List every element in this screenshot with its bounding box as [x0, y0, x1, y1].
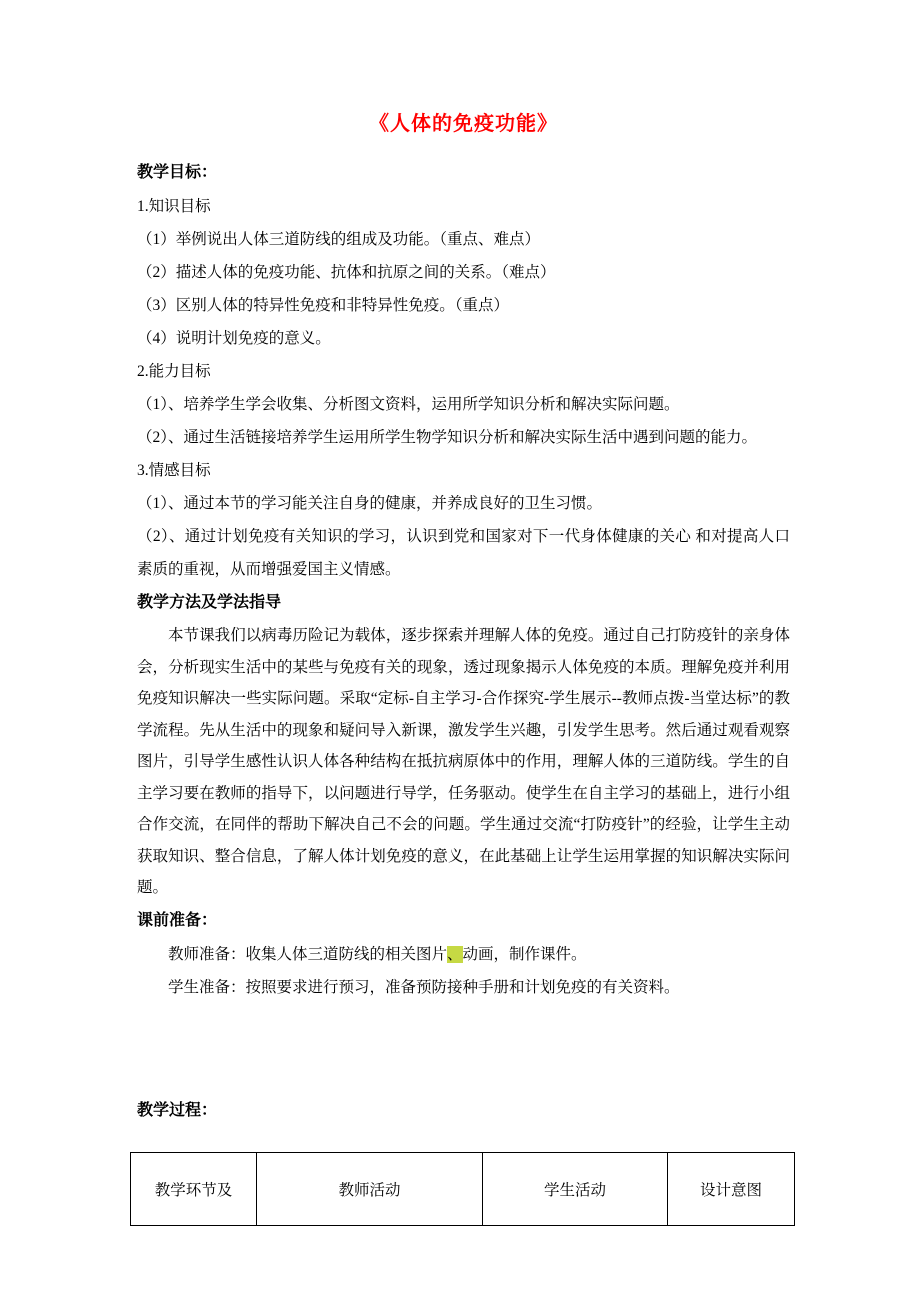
goal-line-emotion: 3.情感目标 [137, 462, 211, 479]
methods-paragraph: 本节课我们以病毒历险记为载体，逐步探索并理解人体的免疫。通过自己打防疫针的亲身体会，分析现实生活中的某些与免疫有关的现象，透过现象揭示人体免疫的本质。理解免疫并利用免疫知识解决一些实际问题。采取“定标-自主学习-合作探究-学生展示--教师点拨-当堂达标”的教学流程。先从生活中的现象和疑问导入新课，激发学生兴趣，引发学生思考。然后通过观看观察图片，引导学生感性认识人体各种结构在抵抗病原体中的作用，理解人体的三道防线。学生的自主学习要在教师的指导下，以问题进行导学，任务驱动。使学生在自主学习的基础上，进行小组合作交流，在同伴的帮助下解决自己不会的问题。学生通过交流“打防疫针”的经验，让学生主动获取知识、整合信息，了解人体计划免疫的意义，在此基础上让学生运用掌握的知识解决实际问题。 [137, 627, 790, 896]
goal-line-ability: 2.能力目标 [137, 363, 211, 380]
table-header-student-activity: 学生活动 [483, 1152, 668, 1225]
goal-line-k4: （4）说明计划免疫的意义。 [137, 330, 331, 347]
preparation-heading: 课前准备： [137, 911, 218, 929]
goal-line-a2: （2）、通过生活链接培养学生运用所学生物学知识分析和解决实际生活中遇到问题的能力。 [137, 429, 758, 446]
prep-teacher-line [137, 938, 790, 971]
goal-line-k3: （3）区别人体的特异性免疫和非特异性免疫。（重点） [137, 297, 510, 314]
process-heading: 教学过程： [137, 1101, 218, 1119]
process-table-header-row [131, 1152, 795, 1225]
methods-heading: 教学方法及学法指导 [137, 594, 282, 611]
goals-heading: 教学目标： [137, 164, 218, 181]
table-header-teacher-activity: 教师活动 [257, 1152, 483, 1225]
goal-line-k1: （1）举例说出人体三道防线的组成及功能。（重点、难点） [137, 231, 541, 248]
document-title: 《人体的免疫功能》 [369, 113, 558, 135]
prep-teacher-text-a: 教师准备：收集人体三道防线的相关图片 [168, 945, 448, 963]
highlight-mark: 、 [447, 945, 463, 963]
goal-line-a1: （1）、培养学生学会收集、分析图文资料，运用所学知识分析和解决实际问题。 [137, 396, 680, 413]
goal-line-knowledge: 1.知识目标 [137, 198, 211, 215]
goal-line-e1: （1）、通过本节的学习能关注自身的健康，并养成良好的卫生习惯。 [137, 495, 603, 512]
goal-line-k2: （2）描述人体的免疫功能、抗体和抗原之间的关系。（难点） [137, 264, 556, 281]
table-header-step: 教学环节及 [131, 1152, 257, 1225]
prep-student-line: 学生准备：按照要求进行预习，准备预防接种手册和计划免疫的有关资料。 [168, 978, 680, 996]
document-page [137, 110, 790, 1226]
goal-line-e2: （2）、通过计划免疫有关知识的学习，认识到党和国家对下一代身体健康的关心 和对提高人口素质的重视，从而增强爱国主义情感。 [137, 528, 790, 578]
table-header-design-intent: 设计意图 [668, 1152, 795, 1225]
prep-teacher-text-b: 动画，制作课件。 [462, 945, 587, 963]
process-table [130, 1152, 795, 1226]
